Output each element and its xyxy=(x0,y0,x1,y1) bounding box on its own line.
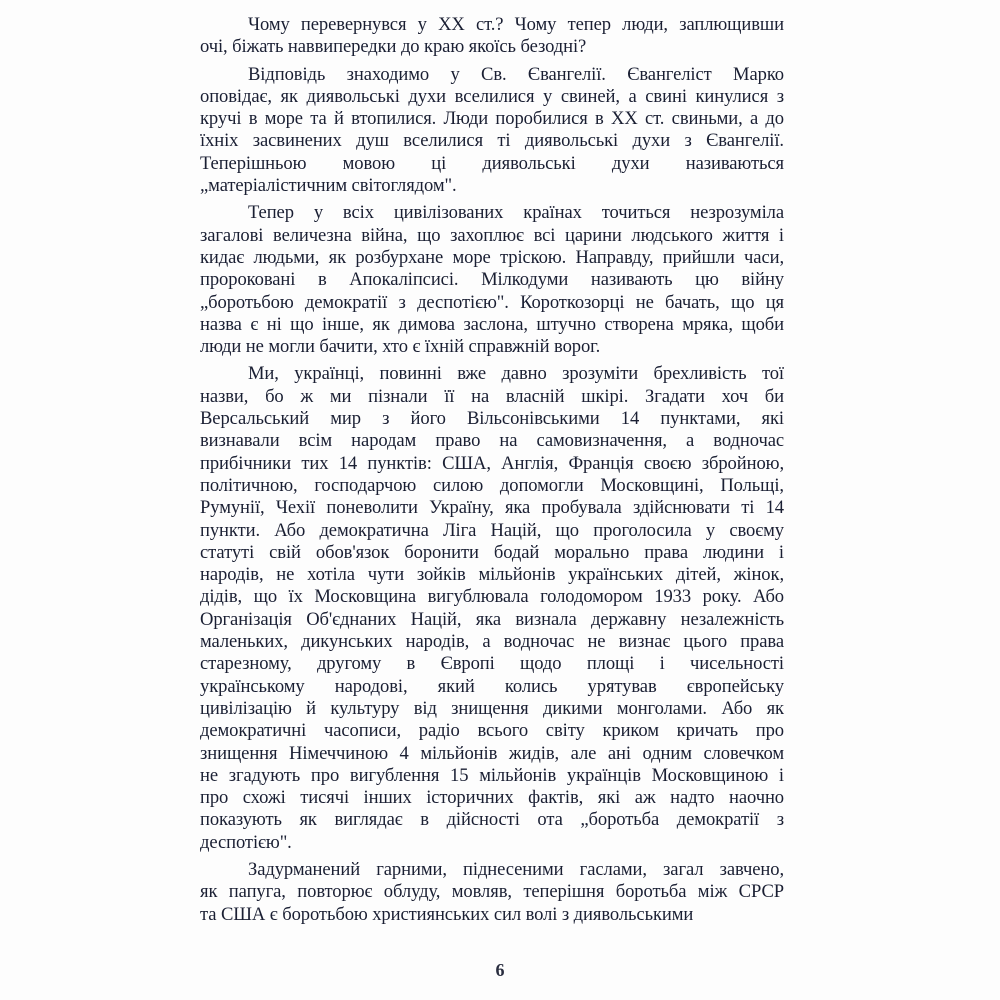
text-line: загалові величезна війна, що захоплює всі царини людського життя і xyxy=(200,224,784,246)
text-line: та США є боротьбою християнських сил волі з диявольськими xyxy=(200,903,694,925)
text-line: політичною, господарчою силою допомогли Московщині, Польщі, xyxy=(200,474,784,496)
text-line: Румунії, Чехії поневолити Україну, яка пробувала здійснювати ті 14 xyxy=(200,497,784,519)
text-line: українському народові, який колись урятував європейську xyxy=(200,675,784,697)
text-line: прибічники тих 14 пунктів: США, Англія, Франція своєю збройною, xyxy=(200,452,784,474)
text-line: пункти. Або демократична Ліга Націй, що проголосила у своєму xyxy=(200,519,784,541)
text-line: визнавали всім народам право на самовизначення, а водночас xyxy=(200,430,784,452)
text-line: їхніх засвинених душ вселилися ті диявольські духи з Євангелії. xyxy=(200,130,784,152)
text-line: як папуга, повторює облуду, мовляв, теперішня боротьба між СРСР xyxy=(200,881,784,903)
paragraph xyxy=(200,859,784,926)
text-line: пророковані в Апокаліпсисі. Мілкодуми називають цю війну xyxy=(200,269,784,291)
text-line: очі, біжать наввипередки до краю якоїсь безодні? xyxy=(200,36,587,58)
text-line: демократичні часописи, радіо всього світу криком кричать про xyxy=(200,720,784,742)
text-line: назви, бо ж ми пізнали її на власній шкірі. Згадати хоч би xyxy=(200,385,784,407)
text-line: назва є ні що інше, як димова заслона, штучно створена мряка, щоби xyxy=(200,313,784,335)
text-line: Тепер у всіх цивілізованих країнах точиться незрозуміла xyxy=(248,202,784,224)
text-line: оповідає, як диявольські духи вселилися у свиней, а свині кинулися з xyxy=(200,85,784,107)
text-line: Організація Об'єднаних Націй, яка визнала державну незалежність xyxy=(200,608,784,630)
text-line: цивілізацію й культуру від знищення дикими монголами. Або як xyxy=(200,697,784,719)
page-number: 6 xyxy=(495,960,505,980)
text-line: Ми, українці, повинні вже давно зрозуміти брехливість тої xyxy=(248,363,784,385)
text-line: Версальський мир з його Вільсонівськими 14 пунктами, які xyxy=(200,408,784,430)
paragraph xyxy=(200,363,784,854)
text-line: деспотією". xyxy=(200,831,292,853)
text-line: про схожі тисячі інших історичних фактів, які аж надто наочно xyxy=(200,787,784,809)
text-line: кидає людьми, як розбурхане море тріскою. Направду, прийшли часи, xyxy=(200,246,784,268)
text-line: люди не могли бачити, хто є їхній справжній ворог. xyxy=(200,336,601,358)
text-line: дідів, що їх Московщина вигублювала голодомором 1933 року. Або xyxy=(200,586,784,608)
text-line: показують як виглядає в дійсності ота „боротьба демократії з xyxy=(200,809,784,831)
text-line: „матеріалістичним світоглядом". xyxy=(200,175,457,197)
body-text xyxy=(200,14,784,931)
text-line: Задурманений гарними, піднесеними гаслами, загал завчено, xyxy=(248,858,784,880)
text-line: маленьких, дикунських народів, а водночас не визнає цього права xyxy=(200,631,784,653)
paragraph xyxy=(200,14,784,59)
text-line: старезному, другому в Європі щодо площі і чисельності xyxy=(200,653,784,675)
text-line: не згадують про вигублення 15 мільйонів українців Московщиною і xyxy=(200,764,784,786)
text-line: народів, не хотіла чути зойків мільйонів українських дітей, жінок, xyxy=(200,564,784,586)
text-line: кручі в море та й втопилися. Люди поробилися в ХХ ст. свиньми, а до xyxy=(200,108,784,130)
text-line: „боротьбою демократії з деспотією". Короткозорці не бачать, що ця xyxy=(200,291,784,313)
text-line: статуті свій обов'язок боронити бодай морально права людини і xyxy=(200,541,784,563)
paragraph xyxy=(200,202,784,358)
paragraph xyxy=(200,64,784,198)
text-line: Відповідь знаходимо у Св. Євангелії. Євангеліст Марко xyxy=(248,63,784,85)
text-line: знищення Німеччиною 4 мільйонів жидів, але ані одним словечком xyxy=(200,742,784,764)
text-line: Теперішньою мовою ці диявольські духи називаються xyxy=(200,152,784,174)
text-line: Чому перевернувся у ХХ ст.? Чому тепер люди, заплющивши xyxy=(248,14,784,35)
